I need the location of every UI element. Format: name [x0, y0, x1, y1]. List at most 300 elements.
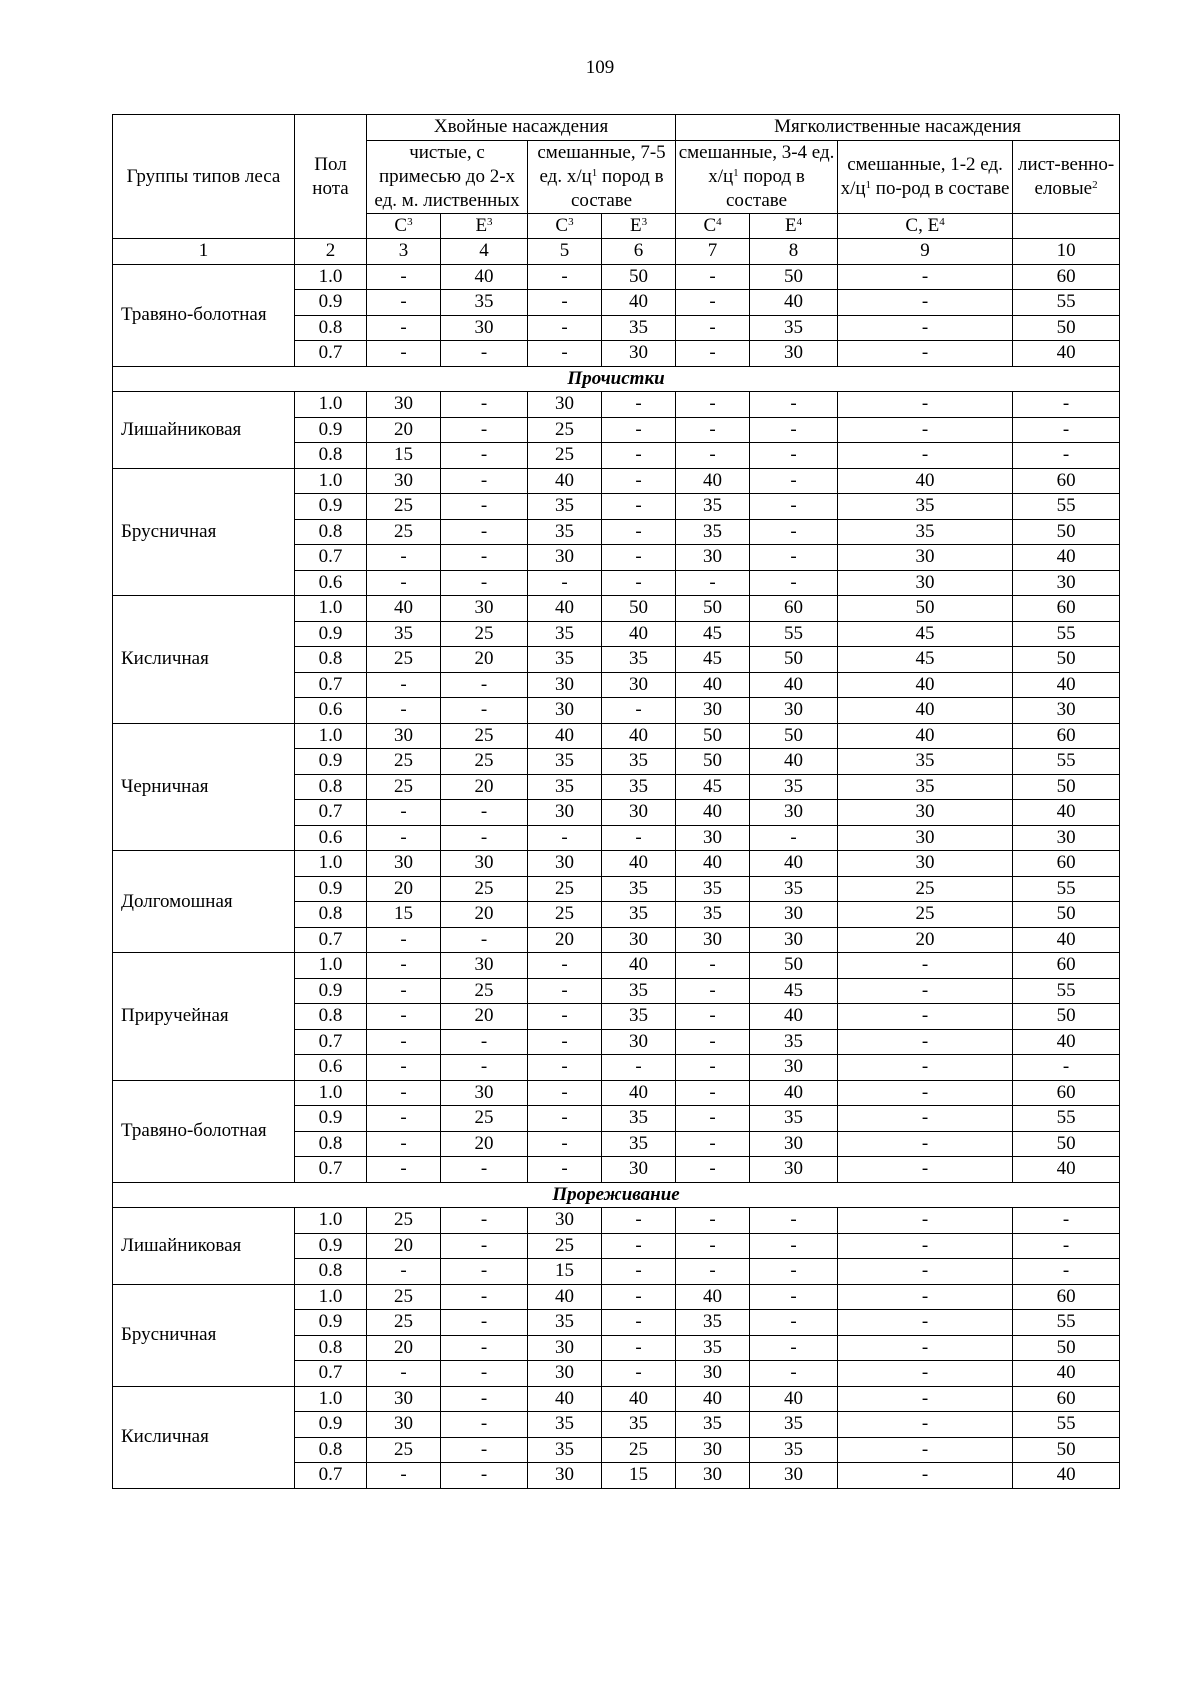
value-cell: - — [367, 1131, 441, 1157]
polnota-cell: 0.7 — [295, 545, 367, 571]
value-cell: - — [367, 800, 441, 826]
polnota-cell: 0.9 — [295, 1233, 367, 1259]
value-cell: - — [528, 315, 602, 341]
polnota-cell: 1.0 — [295, 1386, 367, 1412]
value-cell: 35 — [676, 1412, 750, 1438]
value-cell: - — [750, 1208, 838, 1234]
forest-group-name: Травяно-болотная — [113, 264, 295, 366]
value-cell: 40 — [1013, 545, 1120, 571]
value-cell: - — [750, 1233, 838, 1259]
value-cell: - — [750, 545, 838, 571]
value-cell: 40 — [750, 672, 838, 698]
value-cell: - — [441, 519, 528, 545]
value-cell: 35 — [602, 1412, 676, 1438]
value-cell: 55 — [1013, 978, 1120, 1004]
polnota-cell: 1.0 — [295, 392, 367, 418]
value-cell: 25 — [367, 749, 441, 775]
value-cell: - — [838, 1080, 1013, 1106]
value-cell: 45 — [676, 647, 750, 673]
value-cell: 30 — [528, 1208, 602, 1234]
section-row — [113, 1182, 1120, 1208]
value-cell: - — [676, 290, 750, 316]
value-cell: - — [838, 315, 1013, 341]
value-cell: 30 — [838, 851, 1013, 877]
value-cell: 40 — [676, 672, 750, 698]
value-cell: - — [367, 315, 441, 341]
column-number: 7 — [676, 239, 750, 265]
value-cell: 30 — [528, 1335, 602, 1361]
table-row — [113, 953, 1120, 979]
value-cell: - — [602, 1055, 676, 1081]
value-cell: 35 — [528, 647, 602, 673]
value-cell: 60 — [1013, 851, 1120, 877]
value-cell: 20 — [441, 902, 528, 928]
value-cell: - — [441, 468, 528, 494]
value-cell: 30 — [838, 825, 1013, 851]
species-c3: $С^3$ — [367, 213, 441, 239]
value-cell: - — [441, 545, 528, 571]
value-cell: 40 — [838, 672, 1013, 698]
value-cell: - — [367, 978, 441, 1004]
value-cell: 35 — [676, 1310, 750, 1336]
value-cell: - — [367, 1157, 441, 1183]
value-cell: 60 — [1013, 264, 1120, 290]
polnota-cell: 0.8 — [295, 1335, 367, 1361]
value-cell: 30 — [838, 545, 1013, 571]
value-cell: 25 — [528, 443, 602, 469]
value-cell: 35 — [602, 1131, 676, 1157]
polnota-cell: 0.6 — [295, 570, 367, 596]
value-cell: - — [676, 443, 750, 469]
value-cell: - — [838, 1233, 1013, 1259]
value-cell: - — [750, 1310, 838, 1336]
value-cell: 35 — [750, 1412, 838, 1438]
value-cell: 25 — [528, 417, 602, 443]
column-number: 5 — [528, 239, 602, 265]
polnota-cell: 0.6 — [295, 825, 367, 851]
value-cell: - — [528, 1131, 602, 1157]
column-number: 3 — [367, 239, 441, 265]
value-cell: - — [750, 392, 838, 418]
value-cell: - — [838, 341, 1013, 367]
value-cell: 25 — [528, 876, 602, 902]
value-cell: 25 — [367, 494, 441, 520]
mixed-3-4-header: смешанные, 3-4 ед. $х/ц^1$ пород в составе — [676, 140, 838, 213]
polnota-cell: 1.0 — [295, 723, 367, 749]
value-cell: 40 — [602, 290, 676, 316]
value-cell: 50 — [838, 596, 1013, 622]
value-cell: 35 — [602, 749, 676, 775]
value-cell: - — [528, 1055, 602, 1081]
forest-group-name: Кисличная — [113, 596, 295, 724]
forest-group-name: Долгомошная — [113, 851, 295, 953]
value-cell: - — [838, 1131, 1013, 1157]
value-cell: 25 — [441, 876, 528, 902]
polnota-cell: 0.8 — [295, 1004, 367, 1030]
value-cell: - — [602, 698, 676, 724]
value-cell: - — [676, 1106, 750, 1132]
value-cell: - — [441, 800, 528, 826]
value-cell: - — [838, 1004, 1013, 1030]
value-cell: - — [676, 1259, 750, 1285]
value-cell: - — [676, 341, 750, 367]
species-empty — [1013, 213, 1120, 239]
value-cell: 40 — [838, 698, 1013, 724]
polnota-cell: 0.8 — [295, 647, 367, 673]
value-cell: - — [441, 825, 528, 851]
value-cell: - — [838, 443, 1013, 469]
value-cell: - — [676, 1004, 750, 1030]
table-row — [113, 264, 1120, 290]
value-cell: - — [750, 468, 838, 494]
value-cell: 35 — [676, 902, 750, 928]
value-cell: 25 — [441, 978, 528, 1004]
value-cell: 50 — [750, 264, 838, 290]
value-cell: - — [441, 570, 528, 596]
value-cell: - — [838, 978, 1013, 1004]
value-cell: 40 — [750, 1080, 838, 1106]
value-cell: - — [676, 1029, 750, 1055]
value-cell: 40 — [528, 1386, 602, 1412]
value-cell: 40 — [1013, 672, 1120, 698]
polnota-cell: 0.8 — [295, 443, 367, 469]
value-cell: - — [367, 545, 441, 571]
table-row — [113, 468, 1120, 494]
value-cell: - — [1013, 1208, 1120, 1234]
value-cell: 20 — [367, 417, 441, 443]
value-cell: 30 — [750, 1157, 838, 1183]
value-cell: 35 — [750, 1106, 838, 1132]
value-cell: - — [838, 1386, 1013, 1412]
value-cell: - — [1013, 1055, 1120, 1081]
value-cell: - — [602, 1335, 676, 1361]
value-cell: - — [676, 392, 750, 418]
value-cell: 30 — [367, 468, 441, 494]
table-row — [113, 1284, 1120, 1310]
value-cell: 30 — [750, 902, 838, 928]
value-cell: 30 — [441, 1080, 528, 1106]
value-cell: - — [838, 1437, 1013, 1463]
value-cell: - — [602, 1361, 676, 1387]
value-cell: - — [838, 953, 1013, 979]
value-cell: - — [528, 570, 602, 596]
value-cell: 30 — [676, 927, 750, 953]
value-cell: 35 — [528, 621, 602, 647]
species-e3: $Е^3$ — [441, 213, 528, 239]
value-cell: 30 — [602, 672, 676, 698]
value-cell: 35 — [528, 1437, 602, 1463]
pure-stands-header: чистые, с примесью до 2-х ед. м. лиственных — [367, 140, 528, 213]
polnota-cell: 1.0 — [295, 1080, 367, 1106]
value-cell: - — [602, 392, 676, 418]
value-cell: - — [602, 417, 676, 443]
value-cell: 40 — [750, 290, 838, 316]
value-cell: - — [1013, 1233, 1120, 1259]
value-cell: 30 — [367, 392, 441, 418]
column-number: 8 — [750, 239, 838, 265]
conifer-header: Хвойные насаждения — [367, 115, 676, 141]
column-number: 4 — [441, 239, 528, 265]
value-cell: 25 — [441, 1106, 528, 1132]
value-cell: 40 — [528, 1284, 602, 1310]
value-cell: - — [528, 264, 602, 290]
polnota-cell: 1.0 — [295, 851, 367, 877]
value-cell: 50 — [750, 723, 838, 749]
value-cell: 20 — [367, 1335, 441, 1361]
value-cell: - — [1013, 443, 1120, 469]
value-cell: 55 — [1013, 876, 1120, 902]
forest-thinning-table — [112, 114, 1120, 1489]
value-cell: - — [441, 417, 528, 443]
value-cell: - — [441, 927, 528, 953]
value-cell: 35 — [750, 315, 838, 341]
species-c3-mixed: $С^3$ — [528, 213, 602, 239]
value-cell: - — [838, 1259, 1013, 1285]
value-cell: 35 — [367, 621, 441, 647]
polnota-cell: 0.7 — [295, 800, 367, 826]
polnota-cell: 0.8 — [295, 1131, 367, 1157]
value-cell: - — [367, 1080, 441, 1106]
value-cell: 20 — [441, 1131, 528, 1157]
value-cell: 55 — [1013, 290, 1120, 316]
value-cell: - — [602, 1208, 676, 1234]
value-cell: 40 — [750, 851, 838, 877]
polnota-cell: 0.8 — [295, 1437, 367, 1463]
value-cell: 35 — [528, 1412, 602, 1438]
value-cell: - — [838, 392, 1013, 418]
value-cell: 30 — [528, 1463, 602, 1489]
value-cell: 40 — [528, 723, 602, 749]
value-cell: 30 — [750, 698, 838, 724]
column-number: 1 — [113, 239, 295, 265]
value-cell: 35 — [528, 749, 602, 775]
polnota-cell: 0.9 — [295, 749, 367, 775]
value-cell: - — [367, 1259, 441, 1285]
value-cell: 30 — [602, 800, 676, 826]
value-cell: 30 — [602, 1157, 676, 1183]
value-cell: 25 — [367, 1437, 441, 1463]
polnota-cell: 1.0 — [295, 468, 367, 494]
polnota-cell: 1.0 — [295, 953, 367, 979]
value-cell: 25 — [838, 902, 1013, 928]
polnota-cell: 0.8 — [295, 315, 367, 341]
value-cell: 35 — [838, 749, 1013, 775]
value-cell: - — [838, 1310, 1013, 1336]
value-cell: - — [676, 264, 750, 290]
value-cell: - — [602, 570, 676, 596]
value-cell: 15 — [367, 902, 441, 928]
value-cell: - — [441, 1055, 528, 1081]
polnota-cell: 0.8 — [295, 1259, 367, 1285]
value-cell: 45 — [676, 774, 750, 800]
value-cell: 40 — [676, 1386, 750, 1412]
polnota-cell: 0.7 — [295, 1157, 367, 1183]
value-cell: 50 — [602, 264, 676, 290]
value-cell: 35 — [676, 1335, 750, 1361]
value-cell: 35 — [602, 774, 676, 800]
value-cell: 40 — [750, 749, 838, 775]
value-cell: 30 — [367, 851, 441, 877]
polnota-cell: 1.0 — [295, 596, 367, 622]
value-cell: 40 — [602, 851, 676, 877]
value-cell: 40 — [602, 1080, 676, 1106]
value-cell: 25 — [602, 1437, 676, 1463]
value-cell: 20 — [367, 876, 441, 902]
value-cell: 35 — [602, 315, 676, 341]
value-cell: - — [602, 519, 676, 545]
value-cell: - — [441, 1208, 528, 1234]
value-cell: - — [528, 1106, 602, 1132]
value-cell: 30 — [838, 570, 1013, 596]
value-cell: 45 — [676, 621, 750, 647]
value-cell: 30 — [602, 927, 676, 953]
value-cell: 35 — [602, 1106, 676, 1132]
value-cell: 40 — [367, 596, 441, 622]
value-cell: 40 — [528, 596, 602, 622]
value-cell: 30 — [750, 1131, 838, 1157]
value-cell: - — [441, 494, 528, 520]
value-cell: - — [528, 341, 602, 367]
value-cell: - — [367, 1004, 441, 1030]
value-cell: 40 — [1013, 927, 1120, 953]
value-cell: - — [528, 825, 602, 851]
value-cell: - — [676, 1055, 750, 1081]
polnota-cell: 0.9 — [295, 417, 367, 443]
value-cell: 25 — [367, 1208, 441, 1234]
value-cell: 25 — [367, 1310, 441, 1336]
value-cell: 50 — [1013, 1131, 1120, 1157]
polnota-cell: 0.8 — [295, 519, 367, 545]
column-number: 10 — [1013, 239, 1120, 265]
value-cell: 40 — [602, 953, 676, 979]
polnota-cell: 0.7 — [295, 1463, 367, 1489]
value-cell: - — [1013, 417, 1120, 443]
value-cell: - — [676, 978, 750, 1004]
value-cell: 35 — [602, 647, 676, 673]
value-cell: - — [676, 1080, 750, 1106]
value-cell: 35 — [676, 494, 750, 520]
value-cell: - — [676, 417, 750, 443]
value-cell: - — [528, 290, 602, 316]
value-cell: - — [750, 570, 838, 596]
value-cell: - — [441, 1361, 528, 1387]
value-cell: 40 — [676, 800, 750, 826]
forest-group-name: Приручейная — [113, 953, 295, 1081]
value-cell: 40 — [1013, 1157, 1120, 1183]
value-cell: 35 — [750, 1029, 838, 1055]
mixed-7-5-header: смешанные, 7-5 ед. $х/ц^1$ пород в составе — [528, 140, 676, 213]
value-cell: - — [441, 1386, 528, 1412]
value-cell: 50 — [1013, 647, 1120, 673]
value-cell: 35 — [750, 1437, 838, 1463]
value-cell: 35 — [750, 774, 838, 800]
value-cell: 30 — [528, 672, 602, 698]
table-row — [113, 596, 1120, 622]
polnota-cell: 0.6 — [295, 698, 367, 724]
value-cell: 45 — [750, 978, 838, 1004]
value-cell: - — [750, 1335, 838, 1361]
polnota-cell: 0.7 — [295, 672, 367, 698]
value-cell: 20 — [838, 927, 1013, 953]
table-row — [113, 851, 1120, 877]
value-cell: 50 — [1013, 315, 1120, 341]
value-cell: - — [441, 1463, 528, 1489]
polnota-cell: 0.9 — [295, 621, 367, 647]
value-cell: 50 — [1013, 774, 1120, 800]
value-cell: - — [441, 1233, 528, 1259]
value-cell: - — [367, 825, 441, 851]
species-c4: $С^4$ — [676, 213, 750, 239]
value-cell: 35 — [676, 876, 750, 902]
value-cell: 45 — [838, 647, 1013, 673]
table-row — [113, 1208, 1120, 1234]
value-cell: - — [838, 1055, 1013, 1081]
value-cell: 35 — [441, 290, 528, 316]
value-cell: 35 — [676, 519, 750, 545]
species-e3-mixed: $Е^3$ — [602, 213, 676, 239]
value-cell: - — [528, 1029, 602, 1055]
value-cell: 30 — [528, 698, 602, 724]
value-cell: 40 — [528, 468, 602, 494]
forest-group-name: Брусничная — [113, 468, 295, 596]
value-cell: 50 — [676, 723, 750, 749]
value-cell: - — [528, 978, 602, 1004]
section-title: Прореживание — [113, 1182, 1120, 1208]
value-cell: - — [602, 545, 676, 571]
value-cell: 40 — [441, 264, 528, 290]
value-cell: 40 — [602, 621, 676, 647]
polnota-cell: 0.6 — [295, 1055, 367, 1081]
section-row — [113, 366, 1120, 392]
value-cell: - — [367, 1106, 441, 1132]
value-cell: 30 — [1013, 570, 1120, 596]
value-cell: 40 — [602, 723, 676, 749]
table-row — [113, 723, 1120, 749]
polnota-cell: 0.9 — [295, 1310, 367, 1336]
polnota-cell: 0.9 — [295, 1412, 367, 1438]
forest-group-name: Кисличная — [113, 1386, 295, 1488]
value-cell: 30 — [750, 927, 838, 953]
value-cell: 50 — [676, 749, 750, 775]
forest-group-name: Брусничная — [113, 1284, 295, 1386]
polnota-cell: 0.8 — [295, 774, 367, 800]
value-cell: - — [838, 1157, 1013, 1183]
value-cell: 60 — [1013, 596, 1120, 622]
value-cell: - — [750, 494, 838, 520]
value-cell: 60 — [1013, 953, 1120, 979]
polnota-cell: 0.9 — [295, 876, 367, 902]
value-cell: 40 — [676, 851, 750, 877]
value-cell: 30 — [528, 851, 602, 877]
table-row — [113, 392, 1120, 418]
value-cell: 50 — [676, 596, 750, 622]
species-e4: $Е^4$ — [750, 213, 838, 239]
value-cell: - — [441, 392, 528, 418]
value-cell: 35 — [528, 774, 602, 800]
value-cell: 35 — [528, 1310, 602, 1336]
value-cell: 25 — [441, 749, 528, 775]
value-cell: - — [441, 1284, 528, 1310]
value-cell: 25 — [367, 1284, 441, 1310]
polnota-header: Пол нота — [295, 115, 367, 239]
polnota-cell: 0.9 — [295, 978, 367, 1004]
value-cell: - — [676, 1208, 750, 1234]
value-cell: - — [676, 315, 750, 341]
value-cell: 40 — [838, 468, 1013, 494]
value-cell: - — [602, 1284, 676, 1310]
value-cell: 40 — [750, 1004, 838, 1030]
polnota-cell: 0.7 — [295, 1029, 367, 1055]
